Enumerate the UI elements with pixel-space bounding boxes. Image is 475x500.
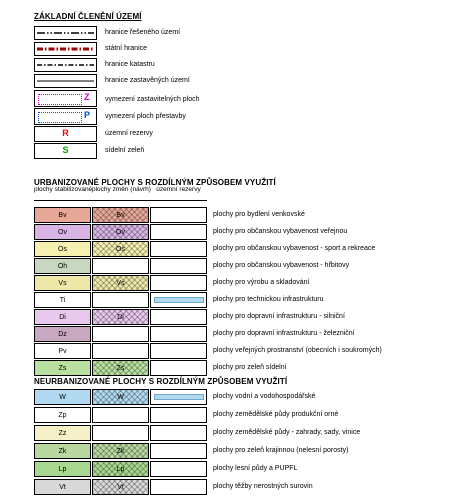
stable-cell: Ov — [34, 224, 91, 240]
z-symbol: Z — [84, 92, 90, 102]
stable-cell: Zz — [34, 425, 91, 441]
row-description: plochy pro zeleň sídelní — [213, 364, 287, 371]
row-description: plochy pro zeleň krajinnou (nelesní porosty) — [213, 447, 349, 454]
reserve-bar-icon — [154, 394, 204, 400]
reserve-cell — [150, 343, 207, 359]
stable-cell: Ti — [34, 292, 91, 308]
legend-box — [34, 108, 97, 125]
legend-box — [34, 42, 97, 56]
buildable-frame-icon — [38, 94, 82, 105]
r-symbol: R — [62, 128, 69, 138]
reserve-cell — [150, 326, 207, 342]
dash-dot-line-icon — [35, 27, 96, 39]
change-cell — [92, 425, 149, 441]
legend-label: sídelní zeleň — [105, 147, 145, 154]
legend-label: hranice katastru — [105, 61, 155, 68]
stable-cell: Di — [34, 309, 91, 325]
legend-box — [34, 143, 97, 159]
row-description: plochy pro občanskou vybavenost - sport a rekreace — [213, 245, 376, 252]
stable-cell: Zp — [34, 407, 91, 423]
reserve-cell — [150, 425, 207, 441]
col-header-reserve: územní rezervy — [156, 186, 201, 193]
legend-label: územní rezervy — [105, 130, 153, 137]
reserve-cell — [150, 443, 207, 459]
col-header-stable: plochy stabilizované — [34, 186, 93, 193]
reserve-cell — [150, 258, 207, 274]
row-description: plochy pro výrobu a skladování — [213, 279, 310, 286]
reserve-cell — [150, 292, 207, 308]
legend-box — [34, 26, 97, 40]
change-cell: Zs — [92, 360, 149, 376]
row-description: plochy lesní půdy a PUPFL — [213, 465, 298, 472]
reserve-cell — [150, 360, 207, 376]
row-description: plochy zemědělské půdy produkční orné — [213, 411, 339, 418]
legend-label: hranice zastavěných území — [105, 77, 190, 84]
stable-cell: Vt — [34, 479, 91, 495]
built-up-line-icon — [35, 75, 96, 87]
col-header-change: plochy změn (návrh) — [92, 186, 151, 193]
redevelopment-frame-icon — [38, 112, 82, 123]
header-rule — [34, 200, 207, 201]
row-description: plochy veřejných prostranství (obecních i soukromých) — [213, 347, 382, 354]
p-symbol: P — [84, 110, 91, 120]
row-description: plochy zemědělské půdy - zahrady, sady, vinice — [213, 429, 361, 436]
change-cell — [92, 407, 149, 423]
row-description: plochy vodní a vodohospodářské — [213, 393, 316, 400]
row-description: plochy pro technickou infrastrukturu — [213, 296, 324, 303]
stable-cell: Dz — [34, 326, 91, 342]
reserve-cell — [150, 241, 207, 257]
change-cell: Bv — [92, 207, 149, 223]
basic-section-title: ZÁKLADNÍ ČLENĚNÍ ÚZEMÍ — [34, 12, 142, 21]
stable-cell: Pv — [34, 343, 91, 359]
change-cell: Vs — [92, 275, 149, 291]
row-description: plochy těžby nerostných surovin — [213, 483, 313, 490]
reserve-cell — [150, 407, 207, 423]
stable-cell: Os — [34, 241, 91, 257]
change-cell: Lp — [92, 461, 149, 477]
legend-box — [34, 58, 97, 72]
nonurban-section-title: NEURBANIZOVANÉ PLOCHY S ROZDÍLNÝM ZPŮSOBEM VYUŽITÍ — [34, 377, 288, 386]
reserve-cell — [150, 461, 207, 477]
urban-section-title: URBANIZOVANÉ PLOCHY S ROZDÍLNÝM ZPŮSOBEM VYUŽITÍ — [34, 178, 276, 187]
stable-cell: Zs — [34, 360, 91, 376]
stable-cell: W — [34, 389, 91, 405]
reserve-cell — [150, 275, 207, 291]
change-cell — [92, 343, 149, 359]
stable-cell: Zk — [34, 443, 91, 459]
stable-cell: Bv — [34, 207, 91, 223]
change-cell — [92, 326, 149, 342]
change-cell: W — [92, 389, 149, 405]
change-cell: Os — [92, 241, 149, 257]
stable-cell: Lp — [34, 461, 91, 477]
legend-label: hranice řešeného území — [105, 29, 181, 36]
legend-box — [34, 90, 97, 107]
legend-box — [34, 74, 97, 88]
reserve-cell — [150, 207, 207, 223]
cadastre-line-icon — [35, 59, 96, 71]
legend-label: vymezení ploch přestavby — [105, 113, 186, 120]
row-description: plochy pro dopravní infrastrukturu - železniční — [213, 330, 355, 337]
legend-label: vymezení zastavitelných ploch — [105, 96, 200, 103]
row-description: plochy pro občanskou vybavenost - hřbitovy — [213, 262, 350, 269]
change-cell — [92, 258, 149, 274]
legend-box — [34, 126, 97, 142]
reserve-cell — [150, 224, 207, 240]
s-symbol: S — [62, 145, 69, 155]
change-cell: Zk — [92, 443, 149, 459]
reserve-cell — [150, 389, 207, 405]
state-border-line-icon — [35, 43, 96, 55]
stable-cell: Oh — [34, 258, 91, 274]
change-cell: Di — [92, 309, 149, 325]
change-cell: Ov — [92, 224, 149, 240]
reserve-cell — [150, 479, 207, 495]
reserve-bar-icon — [154, 297, 204, 303]
change-cell — [92, 292, 149, 308]
row-description: plochy pro dopravní infrastrukturu - silniční — [213, 313, 345, 320]
legend-label: státní hranice — [105, 45, 148, 52]
row-description: plochy pro občanskou vybavenost veřejnou — [213, 228, 348, 235]
row-description: plochy pro bydlení venkovské — [213, 211, 305, 218]
reserve-cell — [150, 309, 207, 325]
stable-cell: Vs — [34, 275, 91, 291]
change-cell: Vt — [92, 479, 149, 495]
